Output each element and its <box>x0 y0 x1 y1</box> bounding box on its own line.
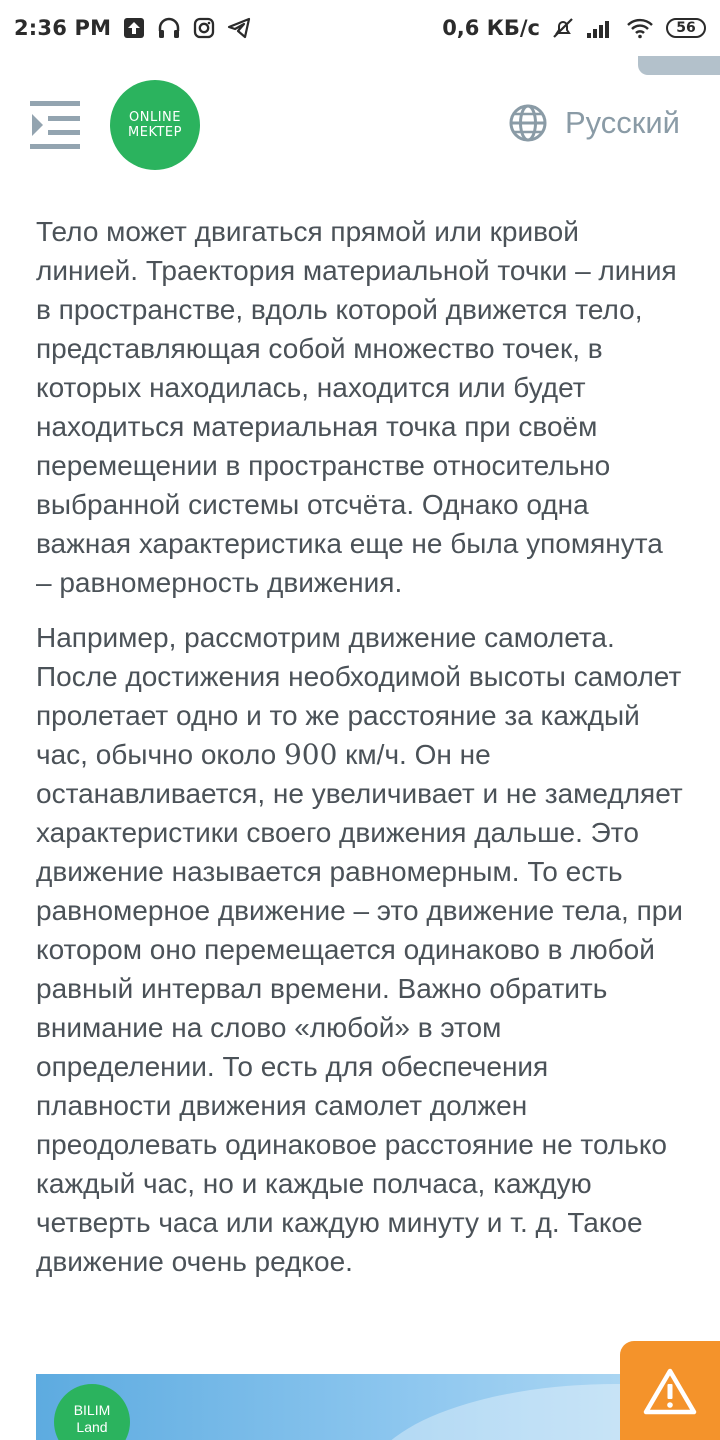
warning-icon <box>643 1367 697 1415</box>
bilim-logo-line-2: Land <box>76 1419 108 1435</box>
bilim-logo-line-1: BILIM <box>73 1402 111 1418</box>
headphones-icon <box>157 17 181 39</box>
paragraph-2-text-b: км/ч. Он не останавливается, не увеличивает и не замедляет характеристики своего движения дальше. Это движение называется равномерным. То есть равномерное движение – это движение тела, при котором оно перемещается одинаково в любой равный интервал времени. Важно обратить внимание на слово «любой» в этом определении. То есть для обеспечения плавности движения самолет должен преодолевать одинаковое расстояние не только каждый час, но и каждые полчаса, каждую четверть часа или каждую минуту и т. д. Такое движение очень редкое. <box>36 739 683 1277</box>
app-header <box>0 76 720 176</box>
status-bar-right <box>442 16 706 40</box>
online-mektep-logo[interactable] <box>110 80 200 170</box>
signal-icon <box>586 17 614 39</box>
logo-line-2: MEKTEP <box>128 125 182 140</box>
paragraph-trajectory: Тело может двигаться прямой или кривой линией. Траектория материальной точки – линия в пространстве, вдоль которой движется тело, представляющая собой множество точек, в которых находилась, находится или будет находиться материальная точка при своём перемещении в пространстве относительно выбранной системы отсчёта. Однако одна важная характеристика еще не была упомянута – равномерность движения. <box>36 216 677 598</box>
mute-icon <box>552 17 574 39</box>
battery-indicator: 56 <box>666 18 706 38</box>
status-bar <box>0 0 720 56</box>
top-pull-tab[interactable] <box>638 56 720 75</box>
report-problem-button[interactable] <box>620 1341 720 1440</box>
menu-indent-icon <box>30 100 82 150</box>
lesson-content <box>36 212 686 1281</box>
logo-line-1: ONLINE <box>129 110 181 125</box>
menu-button[interactable] <box>30 100 82 150</box>
speed-value: 900 <box>283 738 338 771</box>
bilimland-banner[interactable] <box>36 1374 720 1440</box>
upload-icon <box>123 17 145 39</box>
language-label: Русский <box>564 105 680 140</box>
status-bar-left <box>14 16 251 40</box>
paragraph-uniform-motion <box>36 618 686 1281</box>
network-speed: 0,6 КБ/с <box>442 16 540 40</box>
wifi-icon <box>626 17 654 39</box>
instagram-icon <box>193 17 215 39</box>
telegram-icon <box>227 17 251 39</box>
status-time: 2:36 PM <box>14 16 112 40</box>
language-selector[interactable] <box>509 104 680 142</box>
globe-icon <box>509 104 547 142</box>
paragraph-2-text-a: Например, рассмотрим движение самолета. После достижения необходимой высоты самолет пролетает одно и то же расстояние за каждый час, обычно около <box>36 622 682 770</box>
bilimland-logo <box>54 1384 130 1440</box>
